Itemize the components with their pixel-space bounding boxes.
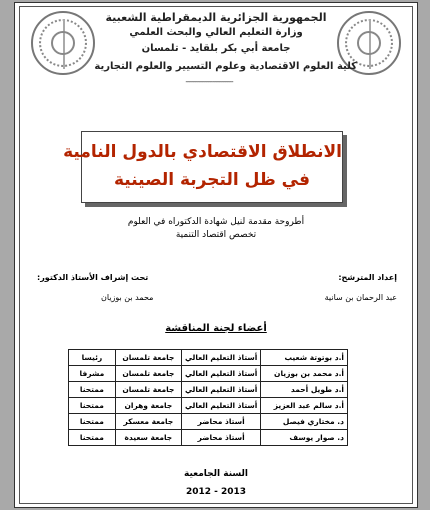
header-faculty: كلية العلوم الاقتصادية وعلوم التسيير والعلوم التجارية: [94, 61, 357, 72]
jury-member-name: د. مختاري فيصل: [261, 414, 348, 430]
jury-member-rank: أستاذ محاضر: [181, 414, 260, 430]
academic-year-value: 2012 - 2013: [185, 487, 247, 497]
table-row: [69, 414, 348, 430]
jury-member-institution: جامعة وهران: [115, 398, 181, 414]
supervisor-label: تحت إشراف الأستاذ الدكتور:: [37, 273, 149, 282]
title-line-2: في ظل التجربة الصينية: [113, 170, 311, 190]
title-box: [63, 131, 343, 203]
jury-member-institution: جامعة تلمسان: [115, 382, 181, 398]
jury-member-name: أ.د طويل أحمد: [261, 382, 348, 398]
jury-member-role: ممتحنا: [69, 414, 116, 430]
header-divider: -------------------------: [185, 77, 233, 86]
jury-member-rank: أستاذ التعليم العالي: [181, 398, 260, 414]
jury-member-institution: جامعة سعيدة: [115, 430, 181, 446]
prepared-by-label: إعداد المترشح:: [338, 273, 397, 282]
jury-member-role: ممتحنا: [69, 430, 116, 446]
jury-member-name: أ.د محمد بن بوزيان: [261, 366, 348, 382]
jury-member-role: مشرفا: [69, 366, 116, 382]
jury-member-rank: أستاذ التعليم العالي: [181, 366, 260, 382]
jury-member-name: أ.د سالم عبد العزيز: [261, 398, 348, 414]
table-row: [69, 382, 348, 398]
table-row: [69, 350, 348, 366]
jury-member-role: رئيسا: [69, 350, 116, 366]
thesis-specialty: تخصص اقتصاد التنمية: [175, 230, 257, 240]
academic-year-label: السنة الجامعية: [183, 469, 248, 479]
jury-member-role: ممتحنا: [69, 382, 116, 398]
table-row: [69, 366, 348, 382]
header-republic: الجمهورية الجزائرية الديمقراطية الشعبية: [105, 11, 327, 24]
jury-member-name: د. صوار يوسف: [261, 430, 348, 446]
title-line-1: الانطلاق الاقتصادي بالدول النامية: [63, 142, 342, 162]
jury-member-institution: جامعة تلمسان: [115, 366, 181, 382]
university-seal-left: [31, 11, 95, 75]
jury-member-institution: جامعة معسكر: [115, 414, 181, 430]
document-page: [14, 2, 418, 508]
supervisor-name: محمد بن بوزيان: [101, 293, 154, 302]
jury-member-institution: جامعة تلمسان: [115, 350, 181, 366]
jury-member-role: ممتحنا: [69, 398, 116, 414]
jury-table: [68, 349, 348, 446]
thesis-description: أطروحة مقدمة لنيل شهادة الدكتوراه في العلوم: [127, 217, 305, 227]
jury-heading: أعضاء لجنة المناقشة: [165, 323, 267, 334]
candidate-name: عبد الرحمان بن سانية: [324, 293, 397, 302]
jury-member-rank: أستاذ التعليم العالي: [181, 382, 260, 398]
jury-member-rank: أستاذ التعليم العالي: [181, 350, 260, 366]
jury-member-rank: أستاذ محاضر: [181, 430, 260, 446]
jury-member-name: أ.د بوتوتة شعيب: [261, 350, 348, 366]
table-row: [69, 398, 348, 414]
header-ministry: وزارة التعليم العالي والبحث العلمي: [129, 27, 303, 38]
table-row: [69, 430, 348, 446]
header-university: جامعة أبي بكر بلقايد - تلمسان: [141, 43, 291, 54]
